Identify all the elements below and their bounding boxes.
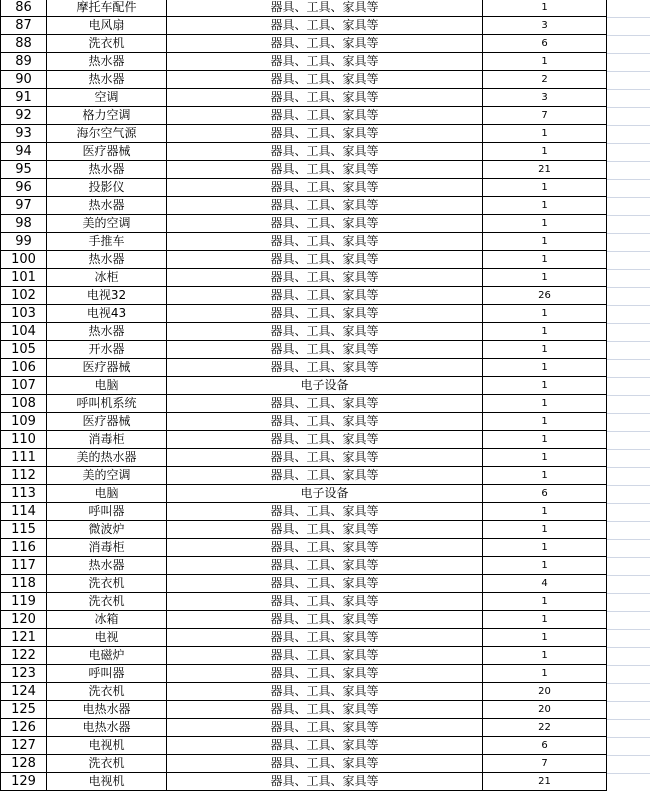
item-name-cell[interactable]: 电视机 (47, 737, 167, 755)
table-row (1, 413, 607, 431)
category-cell[interactable]: 器具、工具、家具等 (167, 143, 483, 161)
category-cell[interactable]: 器具、工具、家具等 (167, 737, 483, 755)
category-cell[interactable]: 器具、工具、家具等 (167, 431, 483, 449)
quantity-cell[interactable]: 1 (483, 539, 607, 557)
item-name-cell[interactable]: 电热水器 (47, 719, 167, 737)
item-name-cell[interactable]: 热水器 (47, 197, 167, 215)
item-name-cell[interactable]: 热水器 (47, 557, 167, 575)
quantity-cell[interactable]: 1 (483, 557, 607, 575)
table-row (1, 719, 607, 737)
quantity-cell[interactable]: 22 (483, 719, 607, 737)
quantity-cell[interactable]: 3 (483, 17, 607, 35)
item-name-cell[interactable]: 医疗器械 (47, 413, 167, 431)
gridline (606, 53, 650, 54)
gridline (606, 575, 650, 576)
row-index-cell[interactable]: 114 (1, 503, 47, 521)
item-name-cell[interactable]: 美的空调 (47, 215, 167, 233)
table-row (1, 773, 607, 791)
category-cell[interactable]: 器具、工具、家具等 (167, 395, 483, 413)
item-name-cell[interactable]: 热水器 (47, 323, 167, 341)
category-cell[interactable]: 器具、工具、家具等 (167, 773, 483, 791)
row-index-cell[interactable]: 100 (1, 251, 47, 269)
table-row (1, 125, 607, 143)
gridline (606, 125, 650, 126)
gridline (606, 287, 650, 288)
table-row (1, 395, 607, 413)
quantity-cell[interactable]: 7 (483, 107, 607, 125)
row-index-cell[interactable]: 99 (1, 233, 47, 251)
item-name-cell[interactable]: 洗衣机 (47, 575, 167, 593)
table-row (1, 0, 607, 17)
row-index-cell[interactable]: 88 (1, 35, 47, 53)
quantity-cell[interactable]: 2 (483, 71, 607, 89)
quantity-cell[interactable]: 1 (483, 143, 607, 161)
gridline (606, 107, 650, 108)
category-cell[interactable]: 器具、工具、家具等 (167, 449, 483, 467)
table-row (1, 701, 607, 719)
quantity-cell[interactable]: 1 (483, 413, 607, 431)
item-name-cell[interactable]: 电热水器 (47, 701, 167, 719)
item-name-cell[interactable]: 投影仪 (47, 179, 167, 197)
item-name-cell[interactable]: 医疗器械 (47, 359, 167, 377)
table-row (1, 233, 607, 251)
quantity-cell[interactable]: 3 (483, 89, 607, 107)
table-row (1, 53, 607, 71)
quantity-cell[interactable]: 1 (483, 197, 607, 215)
item-name-cell[interactable]: 医疗器械 (47, 143, 167, 161)
table-row (1, 755, 607, 773)
quantity-cell[interactable]: 1 (483, 323, 607, 341)
table-row (1, 611, 607, 629)
row-index-cell[interactable]: 107 (1, 377, 47, 395)
quantity-cell[interactable]: 1 (483, 377, 607, 395)
quantity-cell[interactable]: 26 (483, 287, 607, 305)
row-index-cell[interactable]: 129 (1, 773, 47, 791)
category-cell[interactable]: 器具、工具、家具等 (167, 89, 483, 107)
table-row (1, 251, 607, 269)
gridline (606, 593, 650, 594)
gridline (606, 701, 650, 702)
gridline (606, 539, 650, 540)
category-cell[interactable]: 器具、工具、家具等 (167, 35, 483, 53)
category-cell[interactable]: 器具、工具、家具等 (167, 197, 483, 215)
category-cell[interactable]: 器具、工具、家具等 (167, 629, 483, 647)
quantity-cell[interactable]: 21 (483, 161, 607, 179)
category-cell[interactable]: 器具、工具、家具等 (167, 647, 483, 665)
table-row (1, 449, 607, 467)
category-cell[interactable]: 器具、工具、家具等 (167, 755, 483, 773)
table-row (1, 269, 607, 287)
quantity-cell[interactable]: 20 (483, 683, 607, 701)
row-index-cell[interactable]: 122 (1, 647, 47, 665)
gridline (606, 395, 650, 396)
category-cell[interactable]: 电子设备 (167, 485, 483, 503)
row-index-cell[interactable]: 115 (1, 521, 47, 539)
gridline (606, 719, 650, 720)
category-cell[interactable]: 器具、工具、家具等 (167, 521, 483, 539)
category-cell[interactable]: 器具、工具、家具等 (167, 467, 483, 485)
row-index-cell[interactable]: 127 (1, 737, 47, 755)
quantity-cell[interactable]: 1 (483, 0, 607, 17)
gridline (606, 305, 650, 306)
row-index-cell[interactable]: 119 (1, 593, 47, 611)
row-index-cell[interactable]: 106 (1, 359, 47, 377)
item-name-cell[interactable]: 消毒柜 (47, 431, 167, 449)
table-row (1, 737, 607, 755)
table-row (1, 629, 607, 647)
item-name-cell[interactable]: 呼叫器 (47, 503, 167, 521)
gridline (606, 449, 650, 450)
item-name-cell[interactable]: 热水器 (47, 53, 167, 71)
quantity-cell[interactable]: 7 (483, 755, 607, 773)
table-row (1, 557, 607, 575)
gridline (606, 179, 650, 180)
quantity-cell[interactable]: 1 (483, 269, 607, 287)
gridline (606, 503, 650, 504)
quantity-cell[interactable]: 1 (483, 233, 607, 251)
row-index-cell[interactable]: 117 (1, 557, 47, 575)
gridline (606, 71, 650, 72)
category-cell[interactable]: 器具、工具、家具等 (167, 575, 483, 593)
category-cell[interactable]: 器具、工具、家具等 (167, 413, 483, 431)
gridline (606, 755, 650, 756)
row-index-cell[interactable]: 109 (1, 413, 47, 431)
quantity-cell[interactable]: 21 (483, 773, 607, 791)
gridline (606, 467, 650, 468)
item-name-cell[interactable]: 电磁炉 (47, 647, 167, 665)
quantity-cell[interactable]: 1 (483, 647, 607, 665)
quantity-cell[interactable]: 1 (483, 251, 607, 269)
gridline (606, 341, 650, 342)
table-row (1, 359, 607, 377)
item-name-cell[interactable]: 电风扇 (47, 17, 167, 35)
row-index-cell[interactable]: 98 (1, 215, 47, 233)
table-row (1, 683, 607, 701)
table-row (1, 377, 607, 395)
category-cell[interactable]: 器具、工具、家具等 (167, 215, 483, 233)
quantity-cell[interactable]: 1 (483, 395, 607, 413)
category-cell[interactable]: 器具、工具、家具等 (167, 53, 483, 71)
gridline (606, 413, 650, 414)
quantity-cell[interactable]: 1 (483, 521, 607, 539)
row-index-cell[interactable]: 97 (1, 197, 47, 215)
item-name-cell[interactable]: 消毒柜 (47, 539, 167, 557)
row-index-cell[interactable]: 121 (1, 629, 47, 647)
table-row (1, 665, 607, 683)
category-cell[interactable]: 器具、工具、家具等 (167, 125, 483, 143)
item-name-cell[interactable]: 电视32 (47, 287, 167, 305)
item-name-cell[interactable]: 热水器 (47, 71, 167, 89)
table-row (1, 287, 607, 305)
row-index-cell[interactable]: 118 (1, 575, 47, 593)
gridline (606, 557, 650, 558)
item-name-cell[interactable]: 电视43 (47, 305, 167, 323)
row-index-cell[interactable]: 126 (1, 719, 47, 737)
row-index-cell[interactable]: 125 (1, 701, 47, 719)
table-row (1, 161, 607, 179)
spreadsheet-body (1, 0, 607, 791)
gridline (606, 197, 650, 198)
table-row (1, 89, 607, 107)
gridline (606, 359, 650, 360)
item-name-cell[interactable]: 洗衣机 (47, 755, 167, 773)
category-cell[interactable]: 器具、工具、家具等 (167, 179, 483, 197)
category-cell[interactable]: 器具、工具、家具等 (167, 107, 483, 125)
table-row (1, 485, 607, 503)
row-index-cell[interactable]: 120 (1, 611, 47, 629)
quantity-cell[interactable]: 1 (483, 359, 607, 377)
gridline (606, 737, 650, 738)
gridline (606, 377, 650, 378)
row-index-cell[interactable]: 87 (1, 17, 47, 35)
quantity-cell[interactable]: 1 (483, 431, 607, 449)
row-index-cell[interactable]: 113 (1, 485, 47, 503)
item-name-cell[interactable]: 微波炉 (47, 521, 167, 539)
item-name-cell[interactable]: 摩托车配件 (47, 0, 167, 17)
gridline (606, 665, 650, 666)
row-index-cell[interactable]: 94 (1, 143, 47, 161)
category-cell[interactable]: 器具、工具、家具等 (167, 341, 483, 359)
gridline (606, 629, 650, 630)
item-name-cell[interactable]: 热水器 (47, 251, 167, 269)
gridline (606, 485, 650, 486)
row-index-cell[interactable]: 104 (1, 323, 47, 341)
row-index-cell[interactable]: 96 (1, 179, 47, 197)
item-name-cell[interactable]: 冰柜 (47, 269, 167, 287)
row-index-cell[interactable]: 89 (1, 53, 47, 71)
gridline (606, 251, 650, 252)
row-index-cell[interactable]: 111 (1, 449, 47, 467)
gridline (606, 683, 650, 684)
table-row (1, 35, 607, 53)
table-row (1, 593, 607, 611)
item-name-cell[interactable]: 电视 (47, 629, 167, 647)
quantity-cell[interactable]: 1 (483, 467, 607, 485)
gridline (606, 89, 650, 90)
row-index-cell[interactable]: 116 (1, 539, 47, 557)
quantity-cell[interactable]: 20 (483, 701, 607, 719)
row-index-cell[interactable]: 128 (1, 755, 47, 773)
row-index-cell[interactable]: 108 (1, 395, 47, 413)
quantity-cell[interactable]: 1 (483, 503, 607, 521)
table-row (1, 305, 607, 323)
table-row (1, 17, 607, 35)
row-index-cell[interactable]: 90 (1, 71, 47, 89)
category-cell[interactable]: 器具、工具、家具等 (167, 161, 483, 179)
row-index-cell[interactable]: 101 (1, 269, 47, 287)
gridline (606, 17, 650, 18)
item-name-cell[interactable]: 格力空调 (47, 107, 167, 125)
table-row (1, 197, 607, 215)
quantity-cell[interactable]: 1 (483, 179, 607, 197)
table-row (1, 431, 607, 449)
item-name-cell[interactable]: 空调 (47, 89, 167, 107)
category-cell[interactable]: 器具、工具、家具等 (167, 557, 483, 575)
gridline (606, 161, 650, 162)
quantity-cell[interactable]: 6 (483, 485, 607, 503)
table-row (1, 575, 607, 593)
quantity-cell[interactable]: 6 (483, 737, 607, 755)
item-name-cell[interactable]: 美的热水器 (47, 449, 167, 467)
table-row (1, 143, 607, 161)
row-index-cell[interactable]: 123 (1, 665, 47, 683)
item-name-cell[interactable]: 冰箱 (47, 611, 167, 629)
quantity-cell[interactable]: 1 (483, 215, 607, 233)
category-cell[interactable]: 器具、工具、家具等 (167, 269, 483, 287)
row-index-cell[interactable]: 102 (1, 287, 47, 305)
quantity-cell[interactable]: 1 (483, 449, 607, 467)
category-cell[interactable]: 器具、工具、家具等 (167, 665, 483, 683)
item-name-cell[interactable]: 呼叫器 (47, 665, 167, 683)
item-name-cell[interactable]: 热水器 (47, 161, 167, 179)
quantity-cell[interactable]: 1 (483, 611, 607, 629)
category-cell[interactable]: 器具、工具、家具等 (167, 305, 483, 323)
quantity-cell[interactable]: 1 (483, 125, 607, 143)
category-cell[interactable]: 器具、工具、家具等 (167, 719, 483, 737)
table-row (1, 539, 607, 557)
table-row (1, 107, 607, 125)
row-index-cell[interactable]: 92 (1, 107, 47, 125)
category-cell[interactable]: 器具、工具、家具等 (167, 233, 483, 251)
item-name-cell[interactable]: 电视机 (47, 773, 167, 791)
item-name-cell[interactable]: 开水器 (47, 341, 167, 359)
gridline (606, 647, 650, 648)
row-index-cell[interactable]: 103 (1, 305, 47, 323)
item-name-cell[interactable]: 洗衣机 (47, 35, 167, 53)
item-name-cell[interactable]: 手推车 (47, 233, 167, 251)
item-name-cell[interactable]: 呼叫机系统 (47, 395, 167, 413)
quantity-cell[interactable]: 1 (483, 629, 607, 647)
table-row (1, 467, 607, 485)
category-cell[interactable]: 电子设备 (167, 377, 483, 395)
quantity-cell[interactable]: 1 (483, 53, 607, 71)
gridline (606, 611, 650, 612)
gridline (606, 35, 650, 36)
category-cell[interactable]: 器具、工具、家具等 (167, 287, 483, 305)
table-row (1, 71, 607, 89)
gridline (606, 269, 650, 270)
item-name-cell[interactable]: 洗衣机 (47, 593, 167, 611)
item-name-cell[interactable]: 海尔空气源 (47, 125, 167, 143)
gridline (606, 773, 650, 774)
row-index-cell[interactable]: 95 (1, 161, 47, 179)
quantity-cell[interactable]: 1 (483, 665, 607, 683)
category-cell[interactable]: 器具、工具、家具等 (167, 593, 483, 611)
item-name-cell[interactable]: 电脑 (47, 485, 167, 503)
row-index-cell[interactable]: 112 (1, 467, 47, 485)
table-row (1, 323, 607, 341)
row-index-cell[interactable]: 110 (1, 431, 47, 449)
item-name-cell[interactable]: 洗衣机 (47, 683, 167, 701)
category-cell[interactable]: 器具、工具、家具等 (167, 359, 483, 377)
category-cell[interactable]: 器具、工具、家具等 (167, 17, 483, 35)
category-cell[interactable]: 器具、工具、家具等 (167, 539, 483, 557)
row-index-cell[interactable]: 91 (1, 89, 47, 107)
gridline (606, 431, 650, 432)
row-index-cell[interactable]: 86 (1, 0, 47, 17)
category-cell[interactable]: 器具、工具、家具等 (167, 251, 483, 269)
quantity-cell[interactable]: 1 (483, 341, 607, 359)
quantity-cell[interactable]: 1 (483, 593, 607, 611)
category-cell[interactable]: 器具、工具、家具等 (167, 701, 483, 719)
category-cell[interactable]: 器具、工具、家具等 (167, 683, 483, 701)
table-row (1, 215, 607, 233)
table-row (1, 503, 607, 521)
row-index-cell[interactable]: 105 (1, 341, 47, 359)
table-row (1, 179, 607, 197)
table-row (1, 341, 607, 359)
category-cell[interactable]: 器具、工具、家具等 (167, 503, 483, 521)
item-name-cell[interactable]: 美的空调 (47, 467, 167, 485)
quantity-cell[interactable]: 1 (483, 305, 607, 323)
category-cell[interactable]: 器具、工具、家具等 (167, 323, 483, 341)
row-index-cell[interactable]: 93 (1, 125, 47, 143)
category-cell[interactable]: 器具、工具、家具等 (167, 71, 483, 89)
item-name-cell[interactable]: 电脑 (47, 377, 167, 395)
quantity-cell[interactable]: 6 (483, 35, 607, 53)
gridline (606, 521, 650, 522)
gridline (606, 323, 650, 324)
category-cell[interactable]: 器具、工具、家具等 (167, 0, 483, 17)
gridline (606, 143, 650, 144)
gridline (606, 233, 650, 234)
row-index-cell[interactable]: 124 (1, 683, 47, 701)
gridline (606, 215, 650, 216)
quantity-cell[interactable]: 4 (483, 575, 607, 593)
table-row (1, 647, 607, 665)
category-cell[interactable]: 器具、工具、家具等 (167, 611, 483, 629)
table-row (1, 521, 607, 539)
